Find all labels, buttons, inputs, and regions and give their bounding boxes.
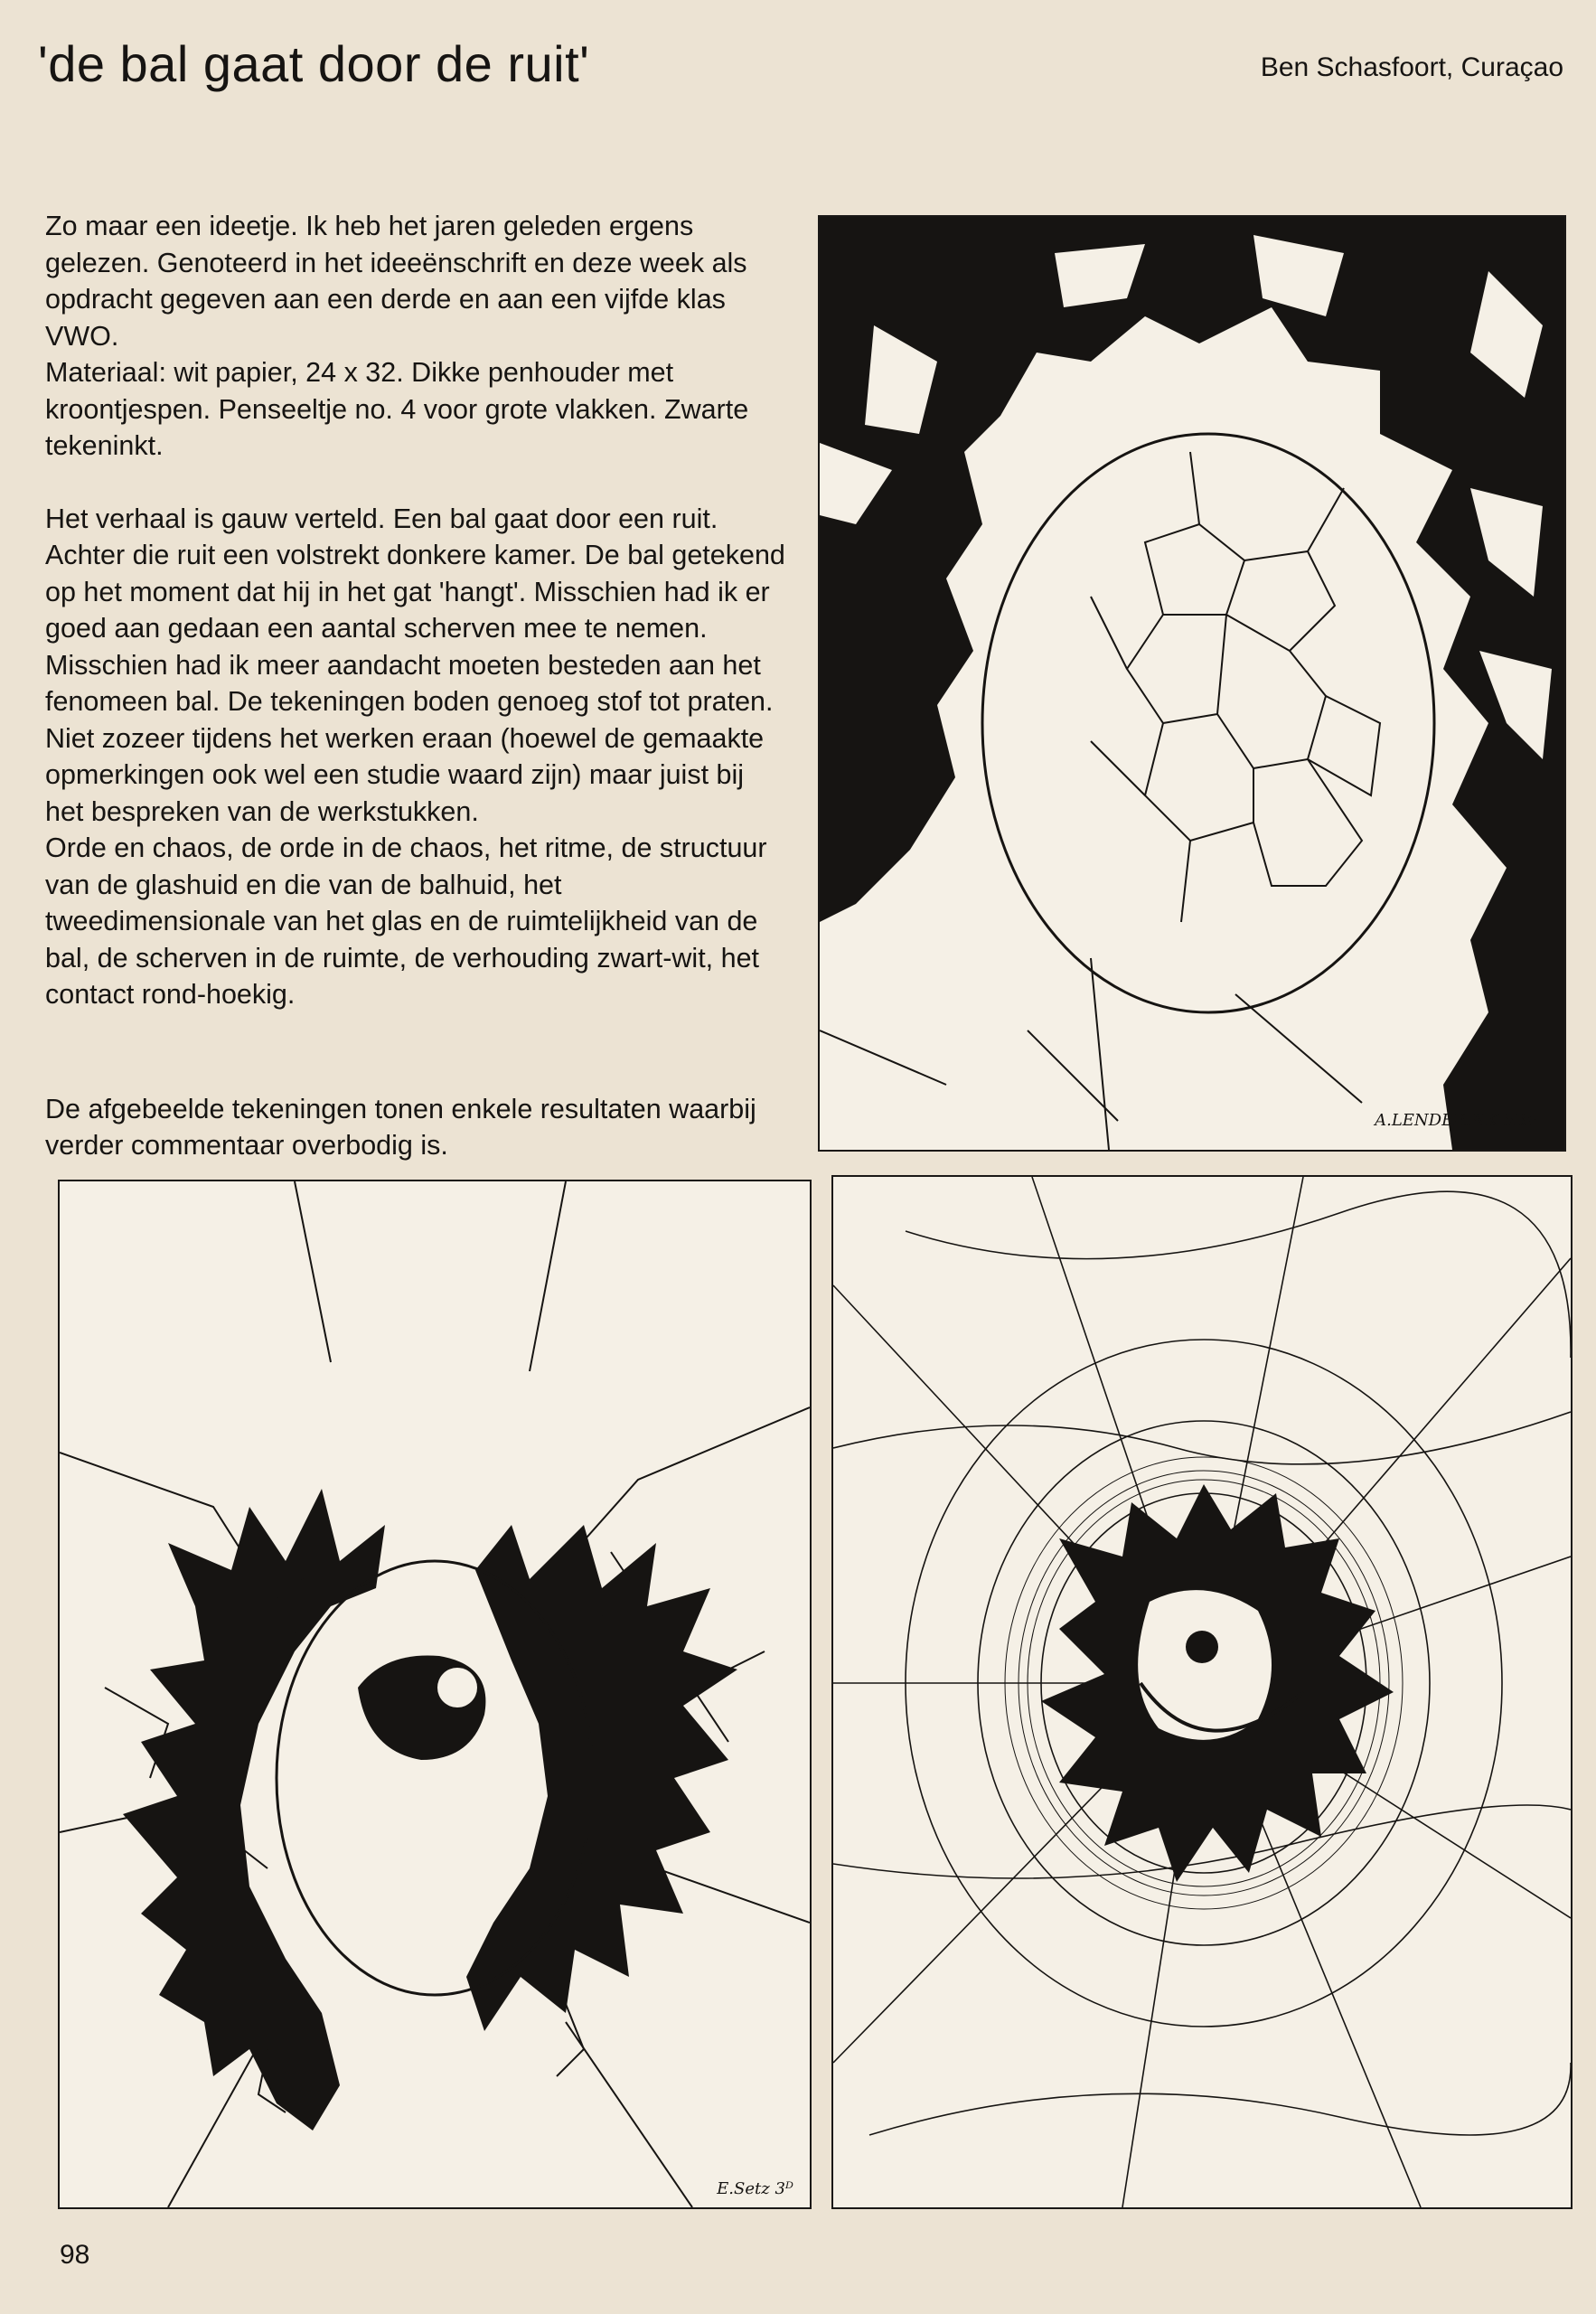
- drawing-ball-splatter: [58, 1180, 812, 2209]
- article-author: Ben Schasfoort, Curaçao: [1260, 52, 1563, 82]
- drawing-ball-pentagons-art: [820, 217, 1564, 1150]
- paragraph-conclusion: De afgebeelde tekeningen tonen enkele resultaten waarbij verder commentaar overbodig is.: [45, 1093, 756, 1161]
- drawing-ball-pentagons: [818, 215, 1566, 1152]
- article-body: [45, 208, 786, 1164]
- signature-left-drawing: E.Setz 3ᴰ: [717, 2179, 793, 2198]
- article-title: 'de bal gaat door de ruit': [38, 35, 590, 92]
- drawing-ball-splatter-art: [60, 1181, 810, 2207]
- paragraph-intro: Zo maar een ideetje. Ik heb het jaren geleden ergens gelezen. Genoteerd in het ideeënschrift en deze week als opdracht gegeven aan een derde en aan een vijfde klas VWO.: [45, 211, 747, 352]
- page-number: 98: [60, 2240, 90, 2270]
- drawing-ball-shattered-web-art: [833, 1177, 1571, 2207]
- paragraph-themes: Orde en chaos, de orde in de chaos, het ritme, de structuur van de glashuid en die van de balhuid, het tweedimensionale van het glas en de ruimtelijkheid van de bal, de scherven in de ruimte, de verhouding zwart-wit, het contact rond-hoekig.: [45, 832, 767, 1010]
- paragraph-materials: Materiaal: wit papier, 24 x 32. Dikke penhouder met kroontjespen. Penseeltje no. 4 voor grote vlakken. Zwarte tekeninkt.: [45, 357, 749, 461]
- drawing-ball-shattered-web: [831, 1175, 1573, 2209]
- paragraph-story: Het verhaal is gauw verteld. Een bal gaat door een ruit. Achter die ruit een volstrekt donkere kamer. De bal getekend op het moment dat hij in het gat 'hangt'. Misschien had ik er goed aan gedaan een aantal scherven mee te nemen. Misschien had ik meer aandacht moeten besteden aan het fenomeen bal. De tekeningen boden genoeg stof tot praten. Niet zozeer tijdens het werken eraan (hoewel de gemaakte opmerkingen ook wel een studie waard zijn) maar juist bij het bespreken van de werkstukken.: [45, 503, 785, 827]
- signature-top-right-drawing: A.LENDERINK 5BF: [1375, 1111, 1537, 1130]
